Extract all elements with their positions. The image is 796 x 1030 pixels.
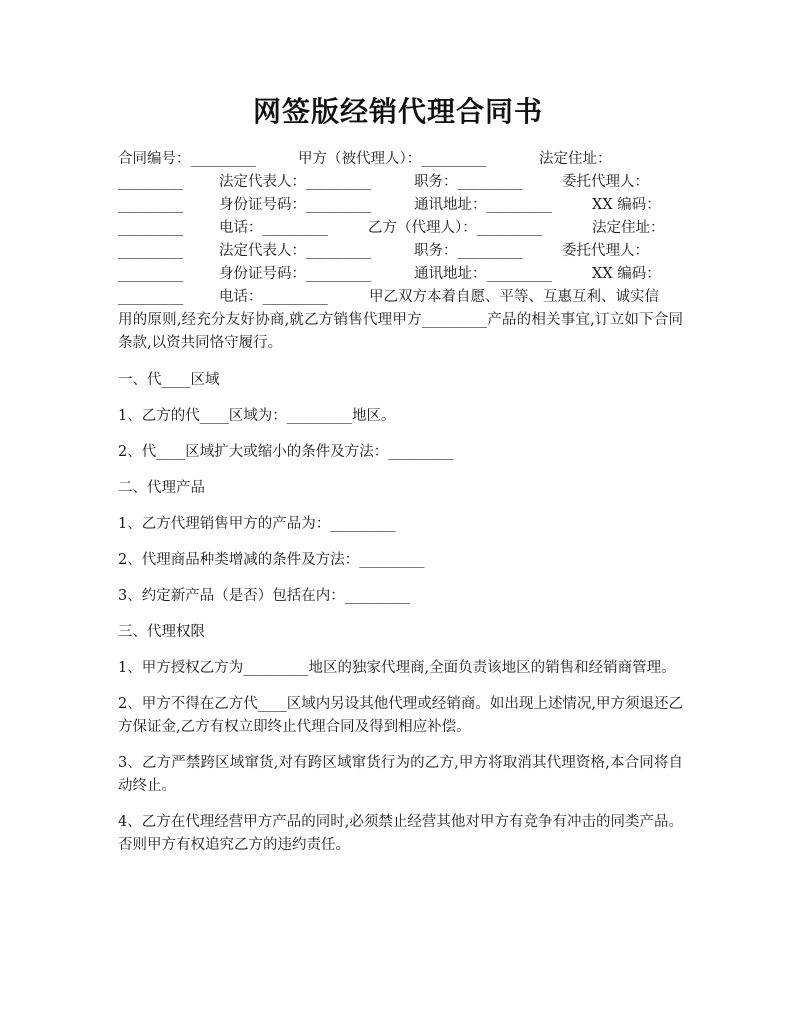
authorized-agent-label: 委托代理人：	[562, 174, 649, 190]
clause-item: 1、甲方授权乙方为_________地区的独家代理商,全面负责该地区的销售和经销商管理。	[118, 660, 676, 676]
clause-item: 3、约定新产品（是否）包括在内：_________	[118, 588, 410, 604]
phone-field: 电话：_________	[219, 289, 328, 305]
postal-code-label: XX 编码：	[592, 266, 661, 282]
blank-field: _________	[118, 266, 184, 282]
section-heading: 一、代____区域	[118, 372, 220, 388]
blank-field: _________	[118, 243, 184, 259]
legal-rep-field: 法定代表人：_________	[219, 174, 372, 190]
blank-field: _________	[118, 197, 184, 213]
header-row	[118, 286, 683, 309]
header-row	[118, 171, 683, 194]
authorized-agent-label: 委托代理人：	[562, 243, 649, 259]
clause-item: 1、乙方的代____区域为：_________地区。	[118, 408, 396, 424]
legal-address-label: 法定住址：	[592, 220, 665, 236]
mailing-address-field: 通讯地址：_________	[414, 266, 552, 282]
header-row	[118, 148, 683, 171]
party-a-field: 甲方（被代理人）：_________	[298, 151, 487, 167]
section-heading: 三、代理权限	[118, 624, 205, 640]
header-row	[118, 194, 683, 217]
id-number-field: 身份证号码：_________	[219, 197, 372, 213]
phone-field: 电话：_________	[219, 220, 328, 236]
blank-field: _________	[118, 220, 184, 236]
postal-code-label: XX 编码：	[592, 197, 661, 213]
position-field: 职务：_________	[414, 174, 523, 190]
mailing-address-field: 通讯地址：_________	[414, 197, 552, 213]
legal-rep-field: 法定代表人：_________	[219, 243, 372, 259]
intro-paragraph: 用的原则,经充分友好协商,就乙方销售代理甲方_________产品的相关事宜,订立如下合同条款,以资共同恪守履行。	[118, 312, 683, 351]
contract-body	[118, 148, 683, 857]
contract-number-field: 合同编号：_________	[118, 151, 256, 167]
blank-field: _________	[118, 289, 184, 305]
header-row	[118, 240, 683, 263]
section-heading: 二、代理产品	[118, 480, 205, 496]
clause-item: 2、代理商品种类增减的条件及方法：_________	[118, 552, 425, 568]
header-row	[118, 217, 683, 240]
clause-item: 2、甲方不得在乙方代____区域内另设其他代理或经销商。如出现上述情况,甲方须退还乙方保证金,乙方有权立即终止代理合同及得到相应补偿。	[118, 696, 683, 735]
clause-item: 2、代____区域扩大或缩小的条件及方法：_________	[118, 444, 454, 460]
id-number-field: 身份证号码：_________	[219, 266, 372, 282]
legal-address-label: 法定住址：	[539, 151, 612, 167]
position-field: 职务：_________	[414, 243, 523, 259]
clause-item: 1、乙方代理销售甲方的产品为：_________	[118, 516, 396, 532]
document-title: 网签版经销代理合同书	[252, 95, 543, 128]
party-b-field: 乙方（代理人）：_________	[368, 220, 542, 236]
clause-item: 4、乙方在代理经营甲方产品的同时,必须禁止经营其他对甲方有竞争有冲击的同类产品。否则甲方有权追究乙方的违约责任。	[118, 814, 683, 853]
clause-item: 3、乙方严禁跨区域窜货,对有跨区域窜货行为的乙方,甲方将取消其代理资格,本合同将自动终止。	[118, 755, 683, 794]
header-row	[118, 263, 683, 286]
intro-text-start: 甲乙双方本着自愿、平等、互惠互利、诚实信	[369, 289, 659, 305]
blank-field: _________	[118, 174, 184, 190]
